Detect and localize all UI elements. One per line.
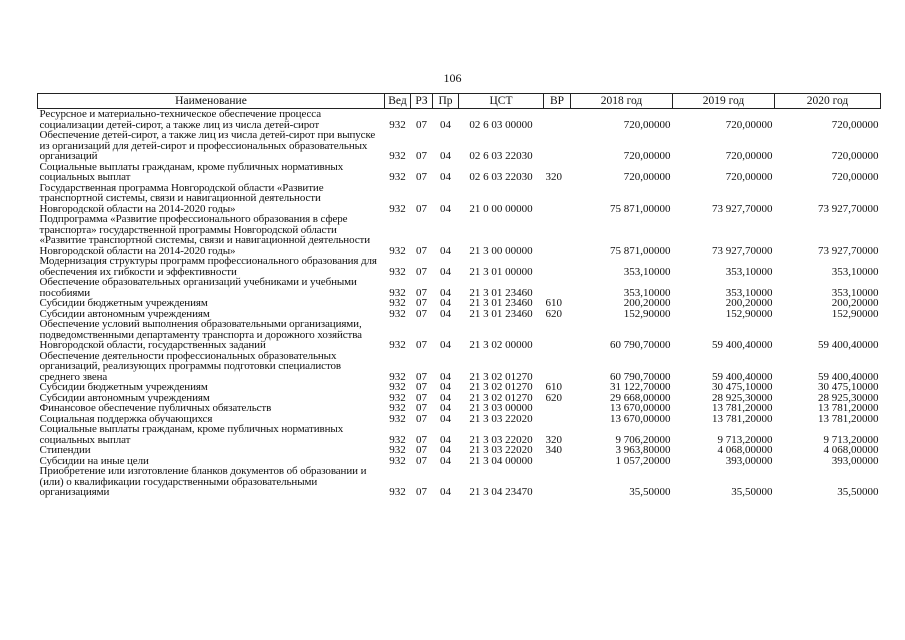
- cell-pr: 04: [440, 445, 451, 456]
- cell-vr: [544, 109, 571, 131]
- cell-rz: 07: [416, 202, 427, 214]
- cell-name: Субсидии автономным учреждениям: [39, 392, 210, 403]
- cell-ved: 932: [389, 265, 406, 277]
- cell-2019: 4 068,00000: [717, 445, 773, 456]
- cell-cst: 21 3 04 00000: [469, 455, 533, 466]
- table-row: [38, 382, 881, 393]
- cell-cst: 21 3 01 23460: [469, 308, 533, 319]
- cell-pr: 04: [440, 455, 451, 466]
- table-row: [38, 445, 881, 456]
- cell-cst: 21 0 00 00000: [469, 202, 533, 214]
- cell-vr: 320: [545, 171, 562, 183]
- cell-ved: 932: [389, 150, 406, 162]
- cell-pr: 04: [440, 433, 451, 445]
- cell-pr: 04: [440, 392, 451, 403]
- cell-2020: 393,00000: [831, 455, 879, 466]
- cell-pr: 04: [440, 413, 451, 424]
- cell-rz: 07: [416, 118, 427, 130]
- cell-name: Субсидии на иные цели: [39, 455, 149, 466]
- table-body: [38, 109, 881, 498]
- cell-rz: 07: [416, 339, 427, 351]
- cell-2020: 59 400,40000: [818, 370, 879, 382]
- cell-ved: 932: [389, 392, 406, 403]
- cell-cst: 21 3 04 23470: [469, 486, 533, 498]
- cell-2018: 720,00000: [623, 118, 671, 130]
- cell-2018: 13 670,00000: [610, 403, 671, 414]
- cell-ved: 932: [389, 339, 406, 351]
- cell-vr: [544, 183, 571, 215]
- cell-vr: [544, 456, 571, 467]
- cell-ved: 932: [389, 286, 406, 298]
- cell-vr: [544, 277, 571, 298]
- cell-2020: 353,10000: [831, 286, 879, 298]
- cell-2019: 9 713,20000: [717, 433, 773, 445]
- cell-2020: 59 400,40000: [818, 339, 879, 351]
- cell-2020: 28 925,30000: [818, 392, 879, 403]
- table-row: [38, 183, 881, 215]
- cell-cst: 21 3 02 01270: [469, 392, 533, 403]
- cell-name: Обеспечение детей-сирот, а также лиц из числа детей-сирот при выпуске из организаций для детей-сирот и профессиональных образовательных организаций: [39, 130, 376, 162]
- cell-rz: 07: [416, 413, 427, 424]
- cell-rz: 07: [416, 433, 427, 445]
- cell-ved: 932: [389, 433, 406, 445]
- cell-ved: 932: [389, 370, 406, 382]
- cell-2019: 73 927,70000: [712, 244, 773, 256]
- cell-2018: 3 963,80000: [615, 445, 671, 456]
- cell-rz: 07: [416, 445, 427, 456]
- cell-vr: [544, 256, 571, 277]
- cell-name: Социальные выплаты гражданам, кроме публичных нормативных социальных выплат: [39, 424, 344, 445]
- cell-rz: 07: [416, 150, 427, 162]
- cell-cst: 21 3 03 22020: [469, 445, 533, 456]
- cell-2019: 13 781,20000: [712, 413, 773, 424]
- cell-ved: 932: [389, 171, 406, 183]
- table-row: [38, 393, 881, 404]
- cell-2020: 4 068,00000: [823, 445, 879, 456]
- cell-cst: 21 3 01 00000: [469, 265, 533, 277]
- cell-2020: 73 927,70000: [818, 202, 879, 214]
- cell-cst: 02 6 03 00000: [469, 118, 533, 130]
- cell-2018: 60 790,70000: [610, 370, 671, 382]
- cell-2020: 152,90000: [831, 308, 879, 319]
- cell-ved: 932: [389, 455, 406, 466]
- header-rz: РЗ: [411, 94, 433, 109]
- table-row: [38, 456, 881, 467]
- header-vr: ВР: [544, 94, 571, 109]
- cell-2020: 720,00000: [831, 171, 879, 183]
- cell-rz: 07: [416, 244, 427, 256]
- header-ved: Вед: [385, 94, 411, 109]
- cell-cst: 21 3 02 01270: [469, 382, 533, 393]
- header-2020: 2020 год: [775, 94, 881, 109]
- cell-vr: 620: [545, 392, 562, 403]
- cell-2018: 35,50000: [629, 486, 671, 498]
- cell-name: Обеспечение деятельности профессиональных образовательных организаций, реализующих программы подготовки специалистов среднего звена: [39, 350, 342, 382]
- cell-vr: 620: [545, 308, 562, 319]
- cell-cst: 21 3 02 01270: [469, 370, 533, 382]
- table-row: [38, 109, 881, 131]
- header-pr: Пр: [433, 94, 459, 109]
- cell-2018: 353,10000: [623, 265, 671, 277]
- cell-2019: 353,10000: [725, 265, 773, 277]
- cell-2018: 720,00000: [623, 171, 671, 183]
- header-2018: 2018 год: [571, 94, 673, 109]
- cell-name: Субсидии бюджетным учреждениям: [39, 298, 208, 309]
- cell-2019: 200,20000: [725, 298, 773, 309]
- cell-pr: 04: [440, 298, 451, 309]
- cell-2018: 31 122,70000: [610, 382, 671, 393]
- table-row: [38, 214, 881, 256]
- cell-cst: 02 6 03 22030: [469, 150, 533, 162]
- cell-rz: 07: [416, 171, 427, 183]
- cell-ved: 932: [389, 244, 406, 256]
- cell-cst: 21 3 00 00000: [469, 244, 533, 256]
- cell-2019: 720,00000: [725, 171, 773, 183]
- cell-2020: 73 927,70000: [818, 244, 879, 256]
- cell-2020: 35,50000: [837, 486, 879, 498]
- cell-name: Субсидии бюджетным учреждениям: [39, 382, 208, 393]
- table-row: [38, 277, 881, 298]
- cell-2018: 13 670,00000: [610, 413, 671, 424]
- cell-2019: 13 781,20000: [712, 403, 773, 414]
- cell-2020: 30 475,10000: [818, 382, 879, 393]
- header-cst: ЦСТ: [459, 94, 544, 109]
- cell-cst: 02 6 03 22030: [469, 171, 533, 183]
- cell-cst: 21 3 01 23460: [469, 286, 533, 298]
- cell-cst: 21 3 03 22020: [469, 413, 533, 424]
- table-row: [38, 466, 881, 498]
- cell-rz: 07: [416, 486, 427, 498]
- cell-name: Обеспечение образовательных организаций учебниками и учебными пособиями: [39, 277, 357, 298]
- cell-2020: 13 781,20000: [818, 413, 879, 424]
- cell-2019: 59 400,40000: [712, 339, 773, 351]
- cell-vr: [544, 403, 571, 414]
- cell-name: Государственная программа Новгородской области «Развитие транспортной системы, связи и навигационной деятельности Новгородской области на 2014-2020 годы»: [39, 182, 324, 214]
- cell-ved: 932: [389, 413, 406, 424]
- table-row: [38, 309, 881, 320]
- cell-pr: 04: [440, 202, 451, 214]
- cell-vr: 610: [545, 298, 562, 309]
- cell-vr: 340: [545, 445, 562, 456]
- cell-2020: 720,00000: [831, 150, 879, 162]
- cell-2020: 13 781,20000: [818, 403, 879, 414]
- cell-pr: 04: [440, 486, 451, 498]
- cell-2019: 152,90000: [725, 308, 773, 319]
- cell-2019: 35,50000: [731, 486, 773, 498]
- cell-2020: 9 713,20000: [823, 433, 879, 445]
- cell-2019: 353,10000: [725, 286, 773, 298]
- cell-pr: 04: [440, 339, 451, 351]
- cell-pr: 04: [440, 286, 451, 298]
- cell-rz: 07: [416, 308, 427, 319]
- cell-vr: [544, 319, 571, 351]
- cell-name: Социальная поддержка обучающихся: [39, 413, 213, 424]
- cell-name: Стипендии: [39, 445, 91, 456]
- cell-pr: 04: [440, 118, 451, 130]
- cell-pr: 04: [440, 265, 451, 277]
- cell-pr: 04: [440, 403, 451, 414]
- cell-vr: [544, 214, 571, 256]
- cell-vr: [544, 130, 571, 162]
- table-header-row: [38, 94, 881, 109]
- table-row: [38, 130, 881, 162]
- cell-pr: 04: [440, 382, 451, 393]
- cell-2020: 353,10000: [831, 265, 879, 277]
- cell-name: Модернизация структуры программ профессионального образования для обеспечения их гибкости и эффективности: [39, 256, 377, 277]
- cell-cst: 21 3 02 00000: [469, 339, 533, 351]
- cell-rz: 07: [416, 382, 427, 393]
- cell-name: Обеспечение условий выполнения образовательными организациями, подведомственными департаменту транспорта и дорожного хозяйства Новгородской области, государственных заданий: [39, 319, 362, 351]
- cell-2019: 59 400,40000: [712, 370, 773, 382]
- cell-ved: 932: [389, 298, 406, 309]
- table-row: [38, 162, 881, 183]
- table-row: [38, 424, 881, 445]
- cell-vr: 320: [545, 433, 562, 445]
- cell-2018: 29 668,00000: [610, 392, 671, 403]
- cell-2018: 75 871,00000: [610, 202, 671, 214]
- cell-2019: 393,00000: [725, 455, 773, 466]
- header-2019: 2019 год: [673, 94, 775, 109]
- cell-2018: 1 057,20000: [615, 455, 671, 466]
- cell-rz: 07: [416, 370, 427, 382]
- cell-cst: 21 3 01 23460: [469, 298, 533, 309]
- cell-ved: 932: [389, 445, 406, 456]
- cell-pr: 04: [440, 244, 451, 256]
- cell-vr: [544, 351, 571, 383]
- cell-name: Ресурсное и материально-техническое обеспечение процесса социализации детей-сирот, а также лиц из числа детей-сирот: [39, 108, 321, 130]
- cell-ved: 932: [389, 486, 406, 498]
- table-row: [38, 351, 881, 383]
- cell-rz: 07: [416, 298, 427, 309]
- table-row: [38, 403, 881, 414]
- cell-name: Социальные выплаты гражданам, кроме публичных нормативных социальных выплат: [39, 161, 344, 183]
- cell-ved: 932: [389, 403, 406, 414]
- cell-vr: 610: [545, 382, 562, 393]
- cell-vr: [544, 414, 571, 425]
- cell-2018: 9 706,20000: [615, 433, 671, 445]
- cell-2019: 30 475,10000: [712, 382, 773, 393]
- cell-rz: 07: [416, 455, 427, 466]
- cell-rz: 07: [416, 265, 427, 277]
- cell-pr: 04: [440, 171, 451, 183]
- cell-2018: 200,20000: [623, 298, 671, 309]
- header-name: Наименование: [38, 94, 385, 109]
- table-row: [38, 298, 881, 309]
- cell-name: Финансовое обеспечение публичных обязательств: [39, 403, 272, 414]
- cell-2018: 152,90000: [623, 308, 671, 319]
- budget-table: [37, 93, 881, 498]
- cell-2019: 73 927,70000: [712, 202, 773, 214]
- cell-2018: 353,10000: [623, 286, 671, 298]
- cell-2018: 75 871,00000: [610, 244, 671, 256]
- cell-2020: 720,00000: [831, 118, 879, 130]
- cell-pr: 04: [440, 370, 451, 382]
- cell-vr: [544, 466, 571, 498]
- cell-name: Субсидии автономным учреждениям: [39, 308, 210, 319]
- cell-cst: 21 3 03 22020: [469, 433, 533, 445]
- cell-ved: 932: [389, 202, 406, 214]
- table-row: [38, 414, 881, 425]
- cell-2019: 720,00000: [725, 150, 773, 162]
- cell-2018: 60 790,70000: [610, 339, 671, 351]
- table-row: [38, 319, 881, 351]
- cell-2020: 200,20000: [831, 298, 879, 309]
- cell-2019: 720,00000: [725, 118, 773, 130]
- cell-rz: 07: [416, 403, 427, 414]
- cell-ved: 932: [389, 382, 406, 393]
- cell-rz: 07: [416, 392, 427, 403]
- table-row: [38, 256, 881, 277]
- cell-name: Подпрограмма «Развитие профессионального образования в сфере транспорта» государственной программы Новгородской области «Развитие транспортной системы, связи и навигационной деятельности Новгородской области на 2014-2020 годы»: [39, 214, 371, 256]
- cell-pr: 04: [440, 308, 451, 319]
- cell-name: Приобретение или изготовление бланков документов об образовании и (или) о квалификации государственными образовательными организациями: [39, 466, 367, 498]
- cell-rz: 07: [416, 286, 427, 298]
- page-number: 106: [443, 71, 462, 85]
- cell-pr: 04: [440, 150, 451, 162]
- cell-ved: 932: [389, 118, 406, 130]
- cell-cst: 21 3 03 00000: [469, 403, 533, 414]
- cell-2018: 720,00000: [623, 150, 671, 162]
- cell-2019: 28 925,30000: [712, 392, 773, 403]
- cell-ved: 932: [389, 308, 406, 319]
